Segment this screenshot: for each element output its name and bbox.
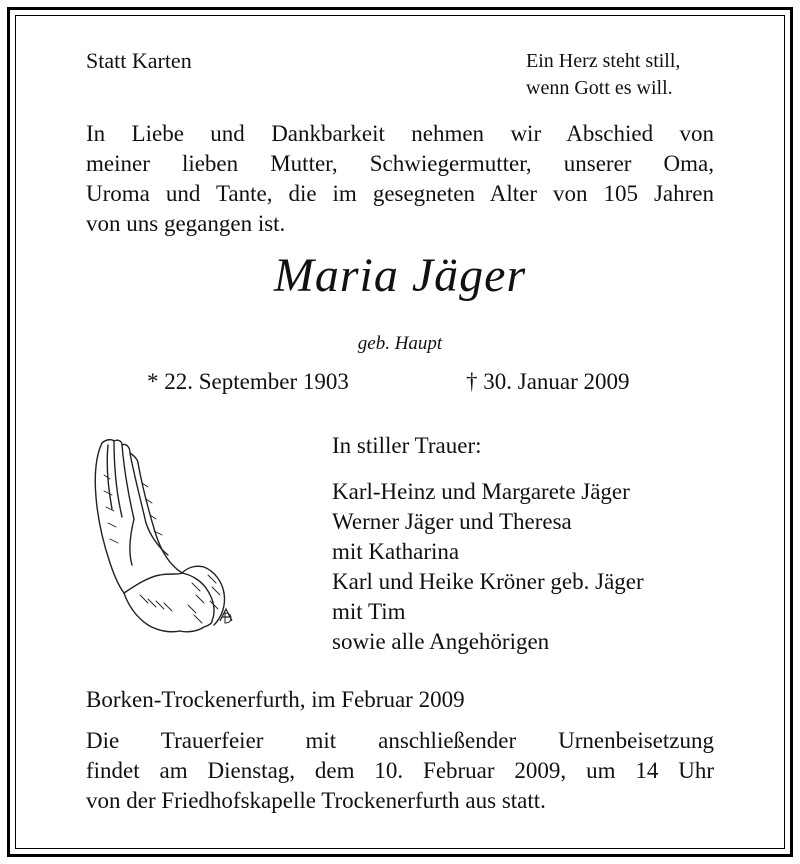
intro-paragraph: [86, 119, 714, 239]
service-line: von der Friedhofskapelle Trockenerfurth aus statt.: [86, 788, 546, 813]
birth-date: * 22. September 1903: [147, 369, 349, 394]
monogram-icon: [220, 609, 232, 623]
intro-line: Uroma und Tante, die im gesegneten Alter von 105 Jahren: [86, 181, 714, 206]
statt-karten-label: Statt Karten: [86, 48, 192, 73]
mourner-line: mit Katharina: [332, 539, 460, 564]
motto-line: Ein Herz steht still,: [526, 50, 681, 72]
mourners-list: [332, 477, 644, 657]
mourner-line: Werner Jäger und Theresa: [332, 509, 572, 534]
service-line: findet am Dienstag, dem 10. Februar 2009, um 14 Uhr: [86, 758, 714, 783]
maiden-name: geb. Haupt: [357, 333, 443, 354]
intro-line: von uns gegangen ist.: [86, 211, 286, 236]
motto-verse: [526, 48, 680, 102]
mourner-line: Karl und Heike Kröner geb. Jäger: [332, 569, 644, 594]
intro-line: In Liebe und Dankbarkeit nehmen wir Abschied von: [86, 121, 714, 146]
deceased-name: Maria Jäger: [273, 249, 527, 302]
mourner-line: sowie alle Angehörigen: [332, 629, 550, 654]
motto-line: wenn Gott es will.: [526, 77, 673, 99]
praying-hands-icon: [84, 435, 244, 645]
service-paragraph: [86, 726, 714, 816]
mourner-line: mit Tim: [332, 599, 406, 624]
intro-line: meiner lieben Mutter, Schwiegermutter, unserer Oma,: [86, 151, 714, 176]
place-date: Borken-Trockenerfurth, im Februar 2009: [86, 687, 465, 712]
death-date: † 30. Januar 2009: [466, 369, 630, 394]
mourning-title: In stiller Trauer:: [332, 433, 482, 458]
mourner-line: Karl-Heinz und Margarete Jäger: [332, 479, 630, 504]
service-line: Die Trauerfeier mit anschließender Urnenbeisetzung: [86, 728, 714, 753]
